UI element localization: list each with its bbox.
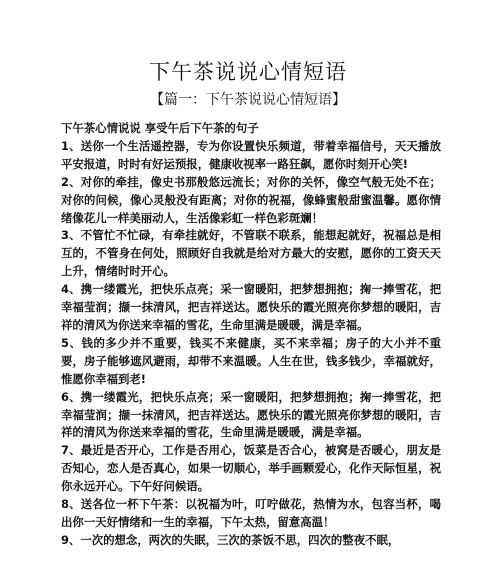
document-body [61,120,441,550]
document-title: 下午茶说说心情短语 [149,60,347,84]
paragraph-7: 7、最近是否开心，工作是否用心，饭菜是否合心，被窝是否暖心，朋友是否知心，恋人是否真心，如果一切顺心，举手画颗爱心，化作天际恒星，祝你永远开心。下午好问候语。 [61,443,441,494]
paragraph-1: 1、送你一个生活遥控器，专为你设置快乐频道，带着幸福信号，天天播放平安报道，时时有好运预报，健康收视率一路狂飙，愿你时刻开心笑! [61,138,441,171]
intro-line: 下午茶心情说说 享受午后下午茶的句子 [61,121,259,135]
paragraph-4: 4、携一缕霞光，把快乐点亮；采一窗暖阳，把梦想拥抱；掬一捧雪花，把幸福莹润；撷一抹清风，把吉祥送达。愿快乐的霞光照亮你梦想的暖阳，吉祥的清风为你送来幸福的雪花，生命里满是暖暖，满是幸福。 [61,282,441,332]
paragraph-2: 2、对你的牵挂，像史书那般悠远流长；对你的关怀，像空气般无处不在；对你的问候，像心灵般没有距离；对你的祝福，像蜂蜜般甜蜜温馨。愿你情绪像花儿一样美丽动人，生活像彩虹一样色彩斑斓！ [61,174,441,225]
paragraph-6: 6、携一缕霞光，把快乐点亮；采一窗暖阳，把梦想拥抱；掬一捧雪花，把幸福莹润；撷一抹清风，把吉祥送达。愿快乐的霞光照亮你梦想的暖阳，吉祥的清风为你送来幸福的雪花，生命里满是暖暖，满是幸福。 [61,389,441,440]
paragraph-9: 9、一次的想念，两次的失眠，三次的茶饭不思，四次的整夜不眠， [61,532,400,547]
paragraph-5: 5、钱的多少并不重要，钱买不来健康，买不来幸福；房子的大小并不重要，房子能够遮风避雨，却带不来温暖。人生在世，钱多钱少，幸福就好，惟愿你幸福到老! [61,335,441,386]
document-subtitle: 【篇一：下午茶说说心情短语】 [150,92,346,108]
paragraph-3: 3、不管忙不忙碌，有牵挂就好，不管联不联系，能想起就好，祝福总是相互的，不管身在何处，照顾好自我就是给对方最大的安慰，愿你的工资天天上升，情绪时时开心。 [61,228,441,279]
paragraph-8: 8、送各位一杯下午茶：以祝福为叶，叮咛做花，热情为水，包容当杯，喝出你一天好情绪和一生的幸福，下午太热，留意高温！ [61,497,441,529]
